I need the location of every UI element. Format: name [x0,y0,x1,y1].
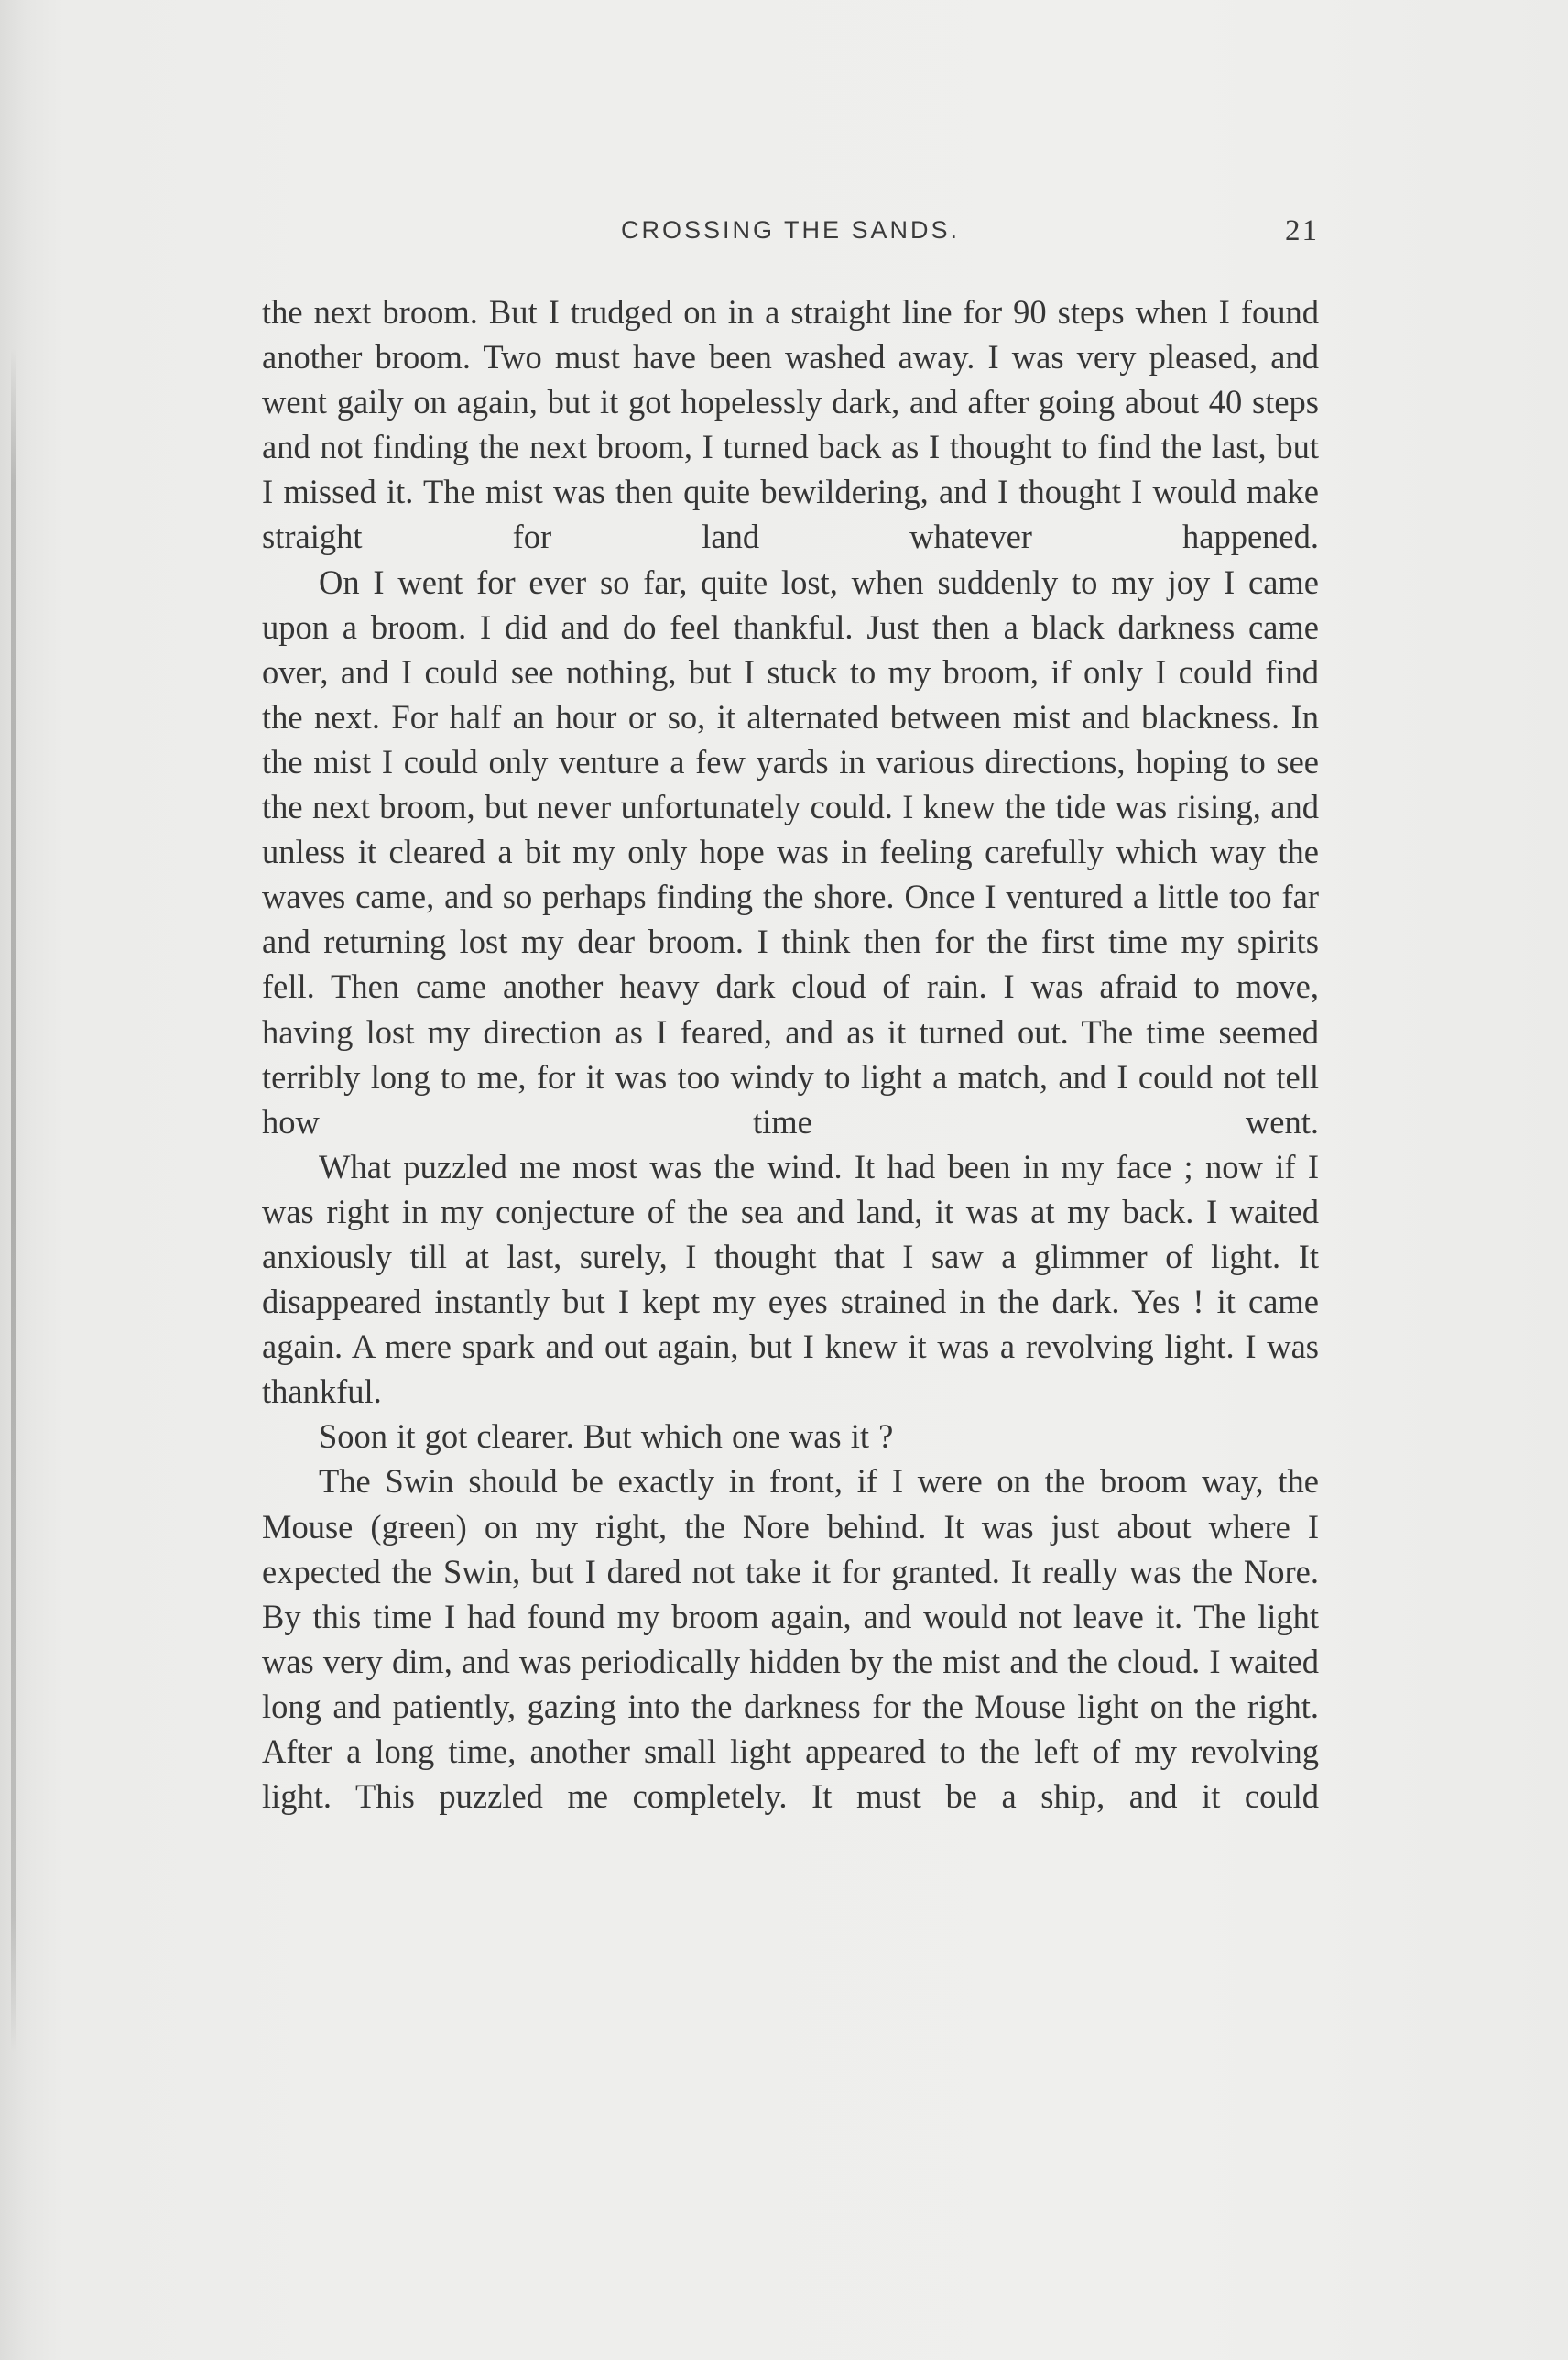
paragraph: The Swin should be exactly in front, if I were on the broom way, the Mouse (green) on my right, the Nore behind. It was just about where I expected the Swin, but I dared not take it for granted. It really was the Nore. By this time I had found my broom again, and would not leave it. The light was very dim, and was periodically hidden by the mist and the cloud. I waited long and patiently, gazing into the darkness for the Mouse light on the right. After a long time, another small light appeared to the left of my revolving light. This puzzled me completely. It must be a ship, and it could [262,1462,1319,1816]
running-head [262,216,1319,253]
body-text [262,290,1319,1819]
paragraph: Soon it got clearer. But which one was it ? [319,1417,894,1456]
running-title: CROSSING THE SANDS. [620,216,961,244]
page-number: 21 [1285,214,1319,247]
binding-shadow [11,348,16,2052]
paragraph: What puzzled me most was the wind. It had been in my face ; now if I was right in my conjecture of the sea and land, it was at my back. I waited anxiously till at last, surely, I thought that I saw a glimmer of light. It disappeared instantly but I kept my eyes strained in the dark. Yes ! it came again. A mere spark and out again, but I knew it was a revolving light. I was thankful. [262,1147,1319,1411]
paragraph: the next broom. But I trudged on in a straight line for 90 steps when I found another broom. Two must have been washed away. I was very pleased, and went gaily on again, but it got hopelessly dark, and after going about 40 steps and not finding the next broom, I turned back as I thought to find the last, but I missed it. The mist was then quite bewildering, and I thought I would make straight for land whatever happened. [262,293,1319,556]
paragraph: On I went for ever so far, quite lost, when suddenly to my joy I came upon a broom. I did and do feel thankful. Just then a black darkness came over, and I could see nothing, but I stuck to my broom, if only I could find the next. For half an hour or so, it alternated between mist and blackness. In the mist I could only venture a few yards in various directions, hoping to see the next broom, but never unfortunately could. I knew the tide was rising, and unless it cleared a bit my only hope was in feeling carefully which way the waves came, and so perhaps finding the shore. Once I ventured a little too far and returning lost my dear broom. I think then for the first time my spirits fell. Then came another heavy dark cloud of rain. I was afraid to move, having lost my direction as I feared, and as it turned out. The time seemed terribly long to me, for it was too windy to light a match, and I could not tell how time went. [262,563,1319,1141]
